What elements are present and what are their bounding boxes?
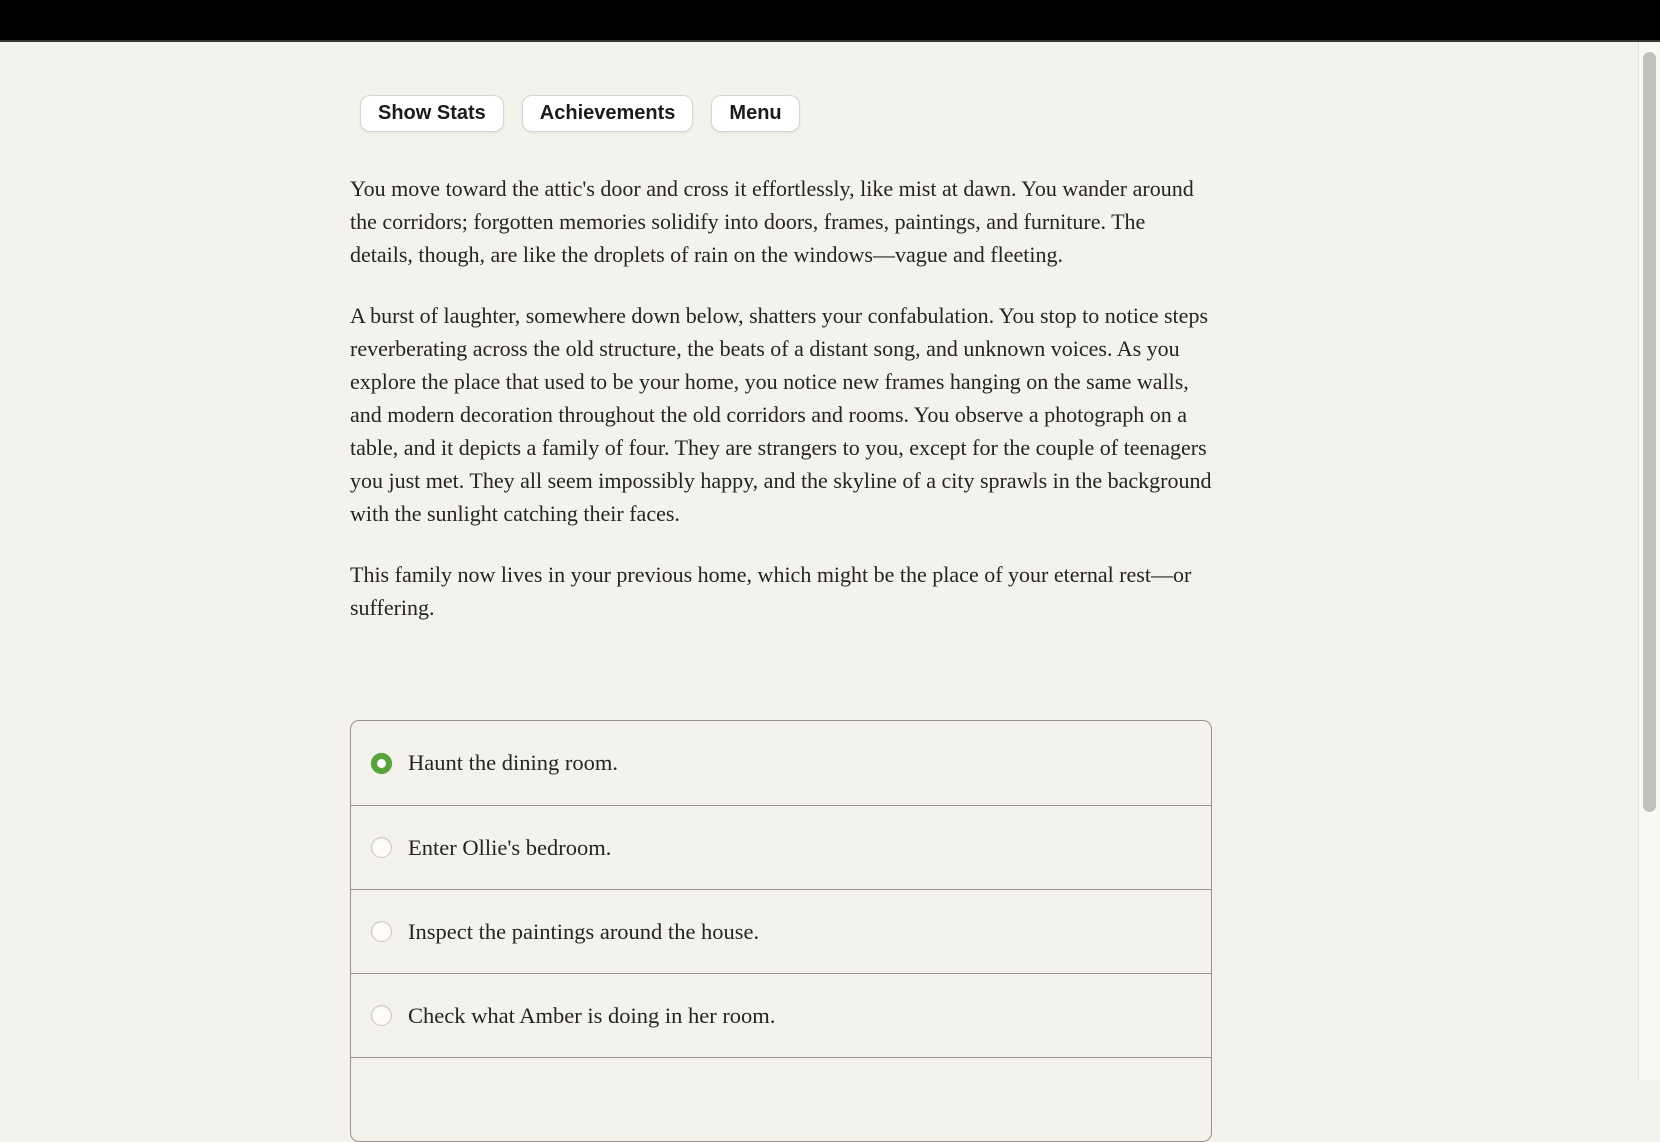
story-paragraph: A burst of laughter, somewhere down below, shatters your confabulation. You stop to notice steps reverberating across the old structure, the beats of a distant song, and unknown voices. As you explore the place that used to be your home, you notice new frames hanging on the same walls, and modern decoration throughout the old corridors and rooms. You observe a photograph on a table, and it depicts a family of four. They are strangers to you, except for the couple of teenagers you just met. They all seem impossibly happy, and the skyline of a city sprawls in the background with the sunlight catching their faces. — [350, 303, 1212, 526]
scrollbar-track[interactable] — [1638, 42, 1660, 1080]
choice-row-check-amber[interactable] — [351, 973, 1211, 1057]
radio-icon[interactable] — [371, 921, 392, 942]
achievements-button[interactable]: Achievements — [522, 95, 694, 132]
radio-icon[interactable] — [371, 1005, 392, 1026]
radio-selected-icon[interactable] — [371, 753, 392, 774]
top-black-bar — [0, 0, 1660, 42]
game-toolbar — [360, 95, 1212, 132]
story-paragraph: You move toward the attic's door and cross it effortlessly, like mist at dawn. You wander around the corridors; forgotten memories solidify into doors, frames, paintings, and furniture. The details, though, are like the droplets of rain on the windows—vague and fleeting. — [350, 176, 1194, 267]
choice-label: Inspect the paintings around the house. — [408, 918, 760, 944]
choice-row-haunt-dining-room[interactable] — [351, 721, 1211, 805]
story-paragraph: This family now lives in your previous home, which might be the place of your eternal rest—or suffering. — [350, 562, 1192, 620]
menu-button[interactable]: Menu — [711, 95, 799, 132]
show-stats-button[interactable]: Show Stats — [360, 95, 504, 132]
choice-row-partial[interactable] — [351, 1057, 1211, 1141]
choice-list — [350, 720, 1212, 1142]
main-column — [350, 42, 1212, 624]
choice-label: Enter Ollie's bedroom. — [408, 834, 612, 860]
choice-label: Check what Amber is doing in her room. — [408, 1002, 776, 1028]
radio-icon[interactable] — [371, 837, 392, 858]
choice-row-enter-ollies-bedroom[interactable] — [351, 805, 1211, 889]
scrollbar-thumb[interactable] — [1643, 52, 1656, 812]
choice-label: Haunt the dining room. — [408, 750, 618, 775]
choice-row-inspect-paintings[interactable] — [351, 889, 1211, 973]
story-text — [350, 172, 1212, 624]
